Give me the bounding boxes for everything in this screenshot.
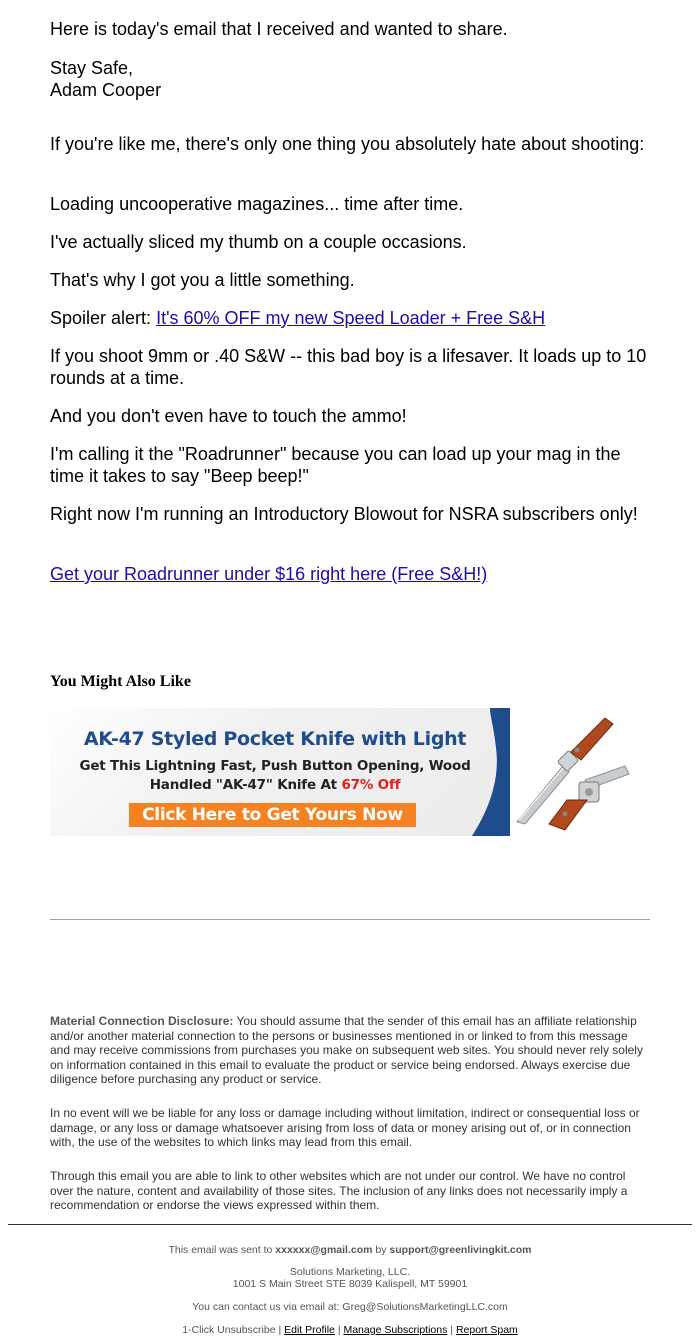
footer-sep: |	[334, 1324, 344, 1336]
get-yours-button[interactable]: Click Here to Get Yours Now	[129, 803, 416, 827]
banner-line-2-text: Handled "AK-47" Knife At	[149, 777, 342, 793]
footer-sep: |	[447, 1324, 456, 1336]
sender-email: support@greenlivingkit.com	[389, 1244, 532, 1256]
paragraph-6: If you shoot 9mm or .40 S&W -- this bad boy is a lifesaver. It loads up to 10 rounds at a time.	[50, 346, 647, 388]
footer-sep: |	[275, 1324, 285, 1336]
material-disclosure	[50, 1014, 650, 1087]
paragraph-9: Right now I'm running an Introductory Blowout for NSRA subscribers only!	[50, 504, 638, 524]
paragraph-2: Loading uncooperative magazines... time after time.	[50, 194, 464, 214]
cta-paragraph	[50, 563, 650, 585]
footer-address: 1001 S Main Street STE 8039 Kalispell, MT 59901	[232, 1278, 468, 1290]
speed-loader-offer-link[interactable]: It's 60% OFF my new Speed Loader + Free S&H	[156, 308, 546, 328]
banner-line-1: Get This Lightning Fast, Push Button Opening, Wood	[79, 758, 471, 774]
section-divider	[50, 919, 650, 920]
external-links-disclaimer: Through this email you are able to link to other websites which are not under our control. We have no control over the nature, content and availability of those sites. The inclusion of any links does not necessarily imply a recommendation or endorse the views expressed within them.	[50, 1169, 628, 1212]
paragraph-5	[50, 307, 650, 329]
discount-badge: 67% Off	[341, 777, 401, 793]
paragraph-1: If you're like me, there's only one thing you absolutely hate about shooting:	[50, 134, 645, 154]
paragraph-4: That's why I got you a little something.	[50, 270, 355, 290]
disclosure-label: Material Connection Disclosure:	[50, 1014, 234, 1028]
knife-promo-banner[interactable]	[50, 708, 640, 836]
paragraph-7: And you don't even have to touch the ammo!	[50, 406, 407, 426]
you-might-also-like-heading: You Might Also Like	[50, 673, 191, 690]
recipient-email: xxxxxx@gmail.com	[275, 1244, 373, 1256]
disclosure-text: You should assume that the sender of this email has an affiliate relationship and/or another material connection to the persons or businesses mentioned in or linked to from this message and may receive commissions from purchases you make on subsequent web sites. You should never rely solely on information contained in this email to evaluate the product or service being endorsed. Always exercise due diligence before purchasing any product or service.	[50, 1014, 643, 1086]
footer-sent-line	[0, 1244, 700, 1256]
signer-name: Adam Cooper	[50, 80, 162, 100]
manage-subscriptions-link[interactable]: Manage Subscriptions	[343, 1324, 448, 1336]
edit-profile-link[interactable]: Edit Profile	[284, 1324, 335, 1336]
roadrunner-cta-link[interactable]: Get your Roadrunner under $16 right here (Free S&H!)	[50, 564, 488, 584]
paragraph-3: I've actually sliced my thumb on a couple occasions.	[50, 232, 467, 252]
intro-text: Here is today's email that I received and wanted to share.	[50, 19, 508, 39]
signoff-text	[50, 57, 650, 101]
signoff-line: Stay Safe,	[50, 58, 134, 78]
paragraph-8: I'm calling it the "Roadrunner" because you can load up your mag in the time it takes to say "Beep beep!"	[50, 444, 621, 486]
sent-by-word: by	[372, 1244, 390, 1256]
one-click-unsubscribe[interactable]: 1-Click Unsubscribe	[182, 1324, 276, 1336]
footer-links	[0, 1324, 700, 1336]
liability-disclaimer: In no event will we be liable for any loss or damage including without limitation, indirect or consequential loss or damage, or any loss or damage whatsoever arising from loss of data or money arising out of, or in connection with, the use of the websites to which links may lead from this email.	[50, 1106, 640, 1149]
sent-prefix: This email was sent to	[168, 1244, 276, 1256]
footer-company: Solutions Marketing, LLC.	[289, 1266, 411, 1278]
banner-title: AK-47 Styled Pocket Knife with Light	[83, 728, 467, 750]
report-spam-link[interactable]: Report Spam	[455, 1324, 518, 1336]
footer-divider	[8, 1224, 692, 1225]
footer-contact: You can contact us via email at: Greg@SolutionsMarketingLLC.com	[192, 1301, 508, 1313]
spoiler-label: Spoiler alert:	[50, 308, 157, 328]
banner-line-2	[50, 777, 500, 793]
knife-product-image	[505, 708, 640, 836]
